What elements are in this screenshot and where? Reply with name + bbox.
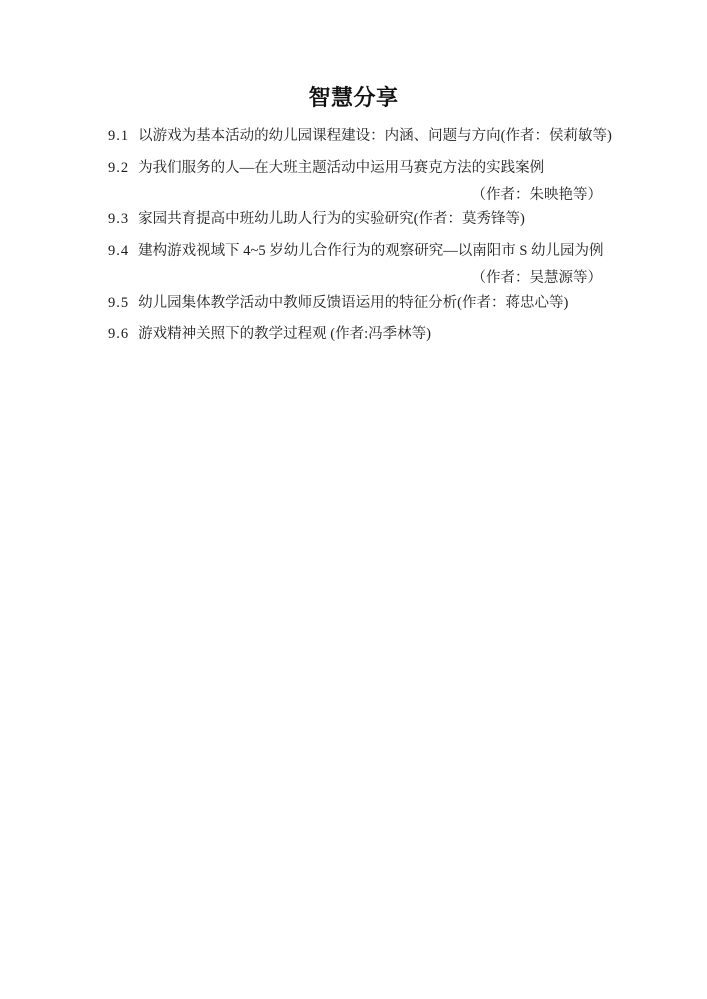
item-author-line-9-4: （作者：吴慧源等） <box>471 270 602 286</box>
item-text: 为我们服务的人—在大班主题活动中运用马赛克方法的实践案例 <box>138 160 545 176</box>
item-text: 幼儿园集体教学活动中教师反馈语运用的特征分析(作者：蒋忠心等) <box>138 295 569 311</box>
item-number: 9.5 <box>108 295 130 311</box>
item-text: 以游戏为基本活动的幼儿园课程建设：内涵、问题与方向(作者：侯莉敏等) <box>138 128 612 144</box>
item-number: 9.1 <box>108 128 130 144</box>
item-text: 家园共育提高中班幼儿助人行为的实验研究(作者：莫秀锋等) <box>138 211 525 227</box>
article-list <box>108 125 610 345</box>
item-number: 9.4 <box>108 243 130 259</box>
item-text: 建构游戏视域下 4~5 岁幼儿合作行为的观察研究—以南阳市 S 幼儿园为例 <box>138 243 604 259</box>
list-item-9-5 <box>108 292 610 314</box>
list-item-9-6 <box>108 323 610 345</box>
list-item-9-3 <box>108 208 610 230</box>
item-number: 9.3 <box>108 211 130 227</box>
item-author-line-9-2: （作者：朱映艳等） <box>471 187 602 203</box>
item-text: 游戏精神关照下的教学过程观 (作者:冯季林等) <box>138 326 431 342</box>
list-item-9-2 <box>108 157 610 179</box>
list-item-9-4 <box>108 240 610 262</box>
item-number: 9.2 <box>108 160 130 176</box>
page-title: 智慧分享 <box>308 85 399 110</box>
list-item-9-1 <box>108 125 610 147</box>
item-number: 9.6 <box>108 326 130 342</box>
